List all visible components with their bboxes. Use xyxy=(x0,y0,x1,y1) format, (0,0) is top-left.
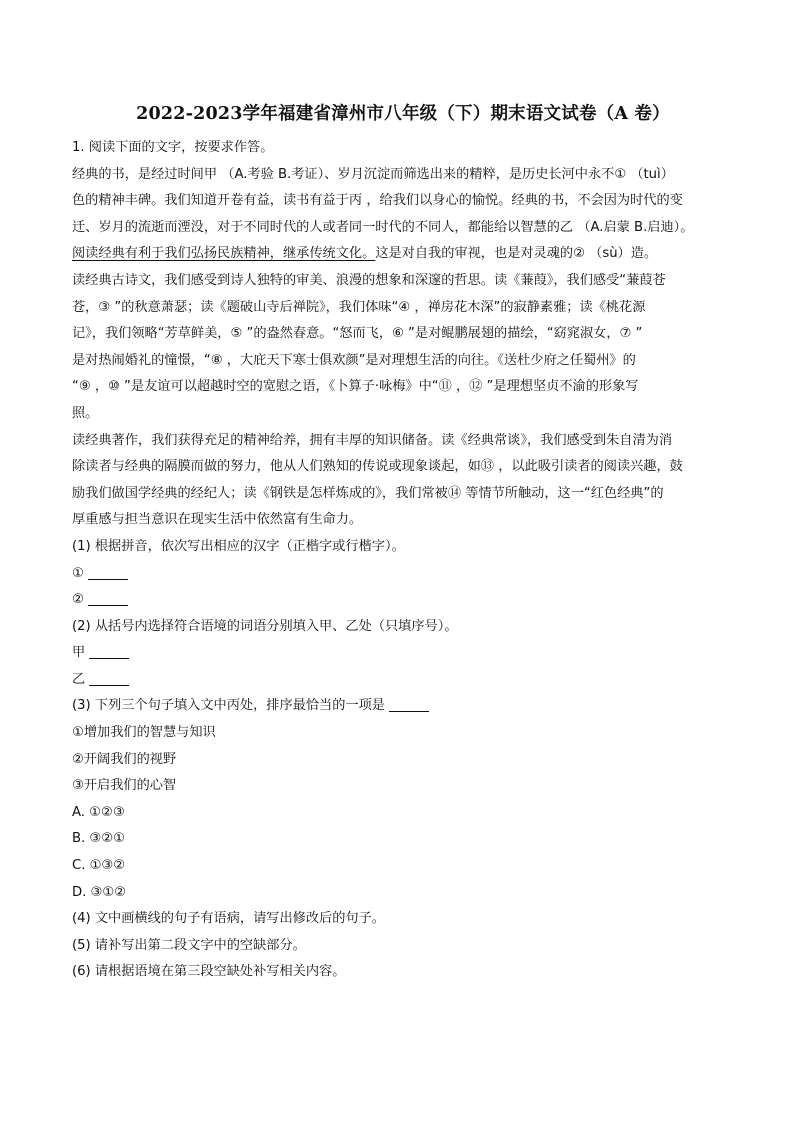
passage-line: 迁、岁月的流逝而湮没，对于不同时代的人或者同一时代的不同人，都能给以智慧的乙 （A.启蒙 B.启迪）。 xyxy=(72,219,694,235)
passage-line: 色的精神丰碑。我们知道开卷有益，读书有益于丙 ，给我们以身心的愉悦。经典的书，不会因为时代的变 xyxy=(72,193,683,209)
answer-row xyxy=(72,667,734,694)
subquestion-5-prompt: (5) 请补写出第二段文字中的空缺部分。 xyxy=(72,937,306,953)
answer-label: ② xyxy=(72,592,84,608)
subquestion-2-prompt: (2) 从括号内选择符合语境的词语分别填入甲、乙处（只填序号）。 xyxy=(72,618,458,634)
passage-line: 是对热闹婚礼的憧憬，“⑧ ，大庇天下寒士俱欢颜”是对理想生活的向往。《送杜少府之任蜀州》的 xyxy=(72,352,636,368)
answer-label: 乙 xyxy=(72,671,86,687)
sentence-option: ①增加我们的智慧与知识 xyxy=(72,725,216,741)
subquestion-4-prompt: (4) 文中画横线的句子有语病，请写出修改后的句子。 xyxy=(72,911,385,927)
choice-a[interactable]: A. ①②③ xyxy=(72,804,125,820)
passage-line: “⑨ ，⑩ ”是友谊可以超越时空的宽慰之语，《卜算子·咏梅》中“⑪ ，⑫ ”是理想坚贞不渝的形象写 xyxy=(72,379,639,395)
passage-line: 厚重感与担当意识在现实生活中依然富有生命力。 xyxy=(72,512,363,528)
answer-blank[interactable] xyxy=(89,671,129,686)
question-stem: 1. 阅读下面的文字，按要求作答。 xyxy=(72,140,274,155)
answer-row xyxy=(72,561,734,588)
answer-row xyxy=(72,640,734,667)
answer-blank[interactable] xyxy=(88,565,128,580)
passage-line: 读经典古诗文，我们感受到诗人独特的审美、浪漫的想象和深邃的哲思。读《蒹葭》，我们感受“蒹葭苍 xyxy=(72,272,666,288)
choice-c[interactable]: C. ①③② xyxy=(72,858,126,874)
choice-b[interactable]: B. ③②① xyxy=(72,831,125,847)
subquestion-3-prompt: (3) 下列三个句子填入文中丙处，排序最恰当的一项是 xyxy=(72,693,734,720)
passage-line-rest: 这是对自我的审视，也是对灵魂的② （sù）造。 xyxy=(375,246,658,262)
answer-blank[interactable] xyxy=(389,697,429,712)
subquestion-6-prompt: (6) 请根据语境在第三段空缺处补写相关内容。 xyxy=(72,964,346,980)
answer-row xyxy=(72,587,734,614)
exam-title: 2022-2023学年福建省漳州市八年级（下）期末语文试卷（A 卷） xyxy=(136,104,670,124)
passage-line: 除读者与经典的隔膜而做的努力，他从人们熟知的传说或现象谈起，如⑬ ，以此吸引读者的阅读兴趣，鼓 xyxy=(72,459,683,475)
choice-d[interactable]: D. ③①② xyxy=(72,884,127,900)
sentence-option: ③开启我们的心智 xyxy=(72,778,177,794)
subquestion-1-prompt: (1) 根据拼音，依次写出相应的汉字（正楷字或行楷字）。 xyxy=(72,538,405,554)
answer-blank[interactable] xyxy=(89,644,129,659)
underlined-sentence: 阅读经典有利于我们弘扬民族精神，继承传统文化。 xyxy=(72,246,376,262)
passage-line: 励我们做国学经典的经纪人；读《钢铁是怎样炼成的》，我们常被⑭ 等情节所触动，这一“红色经典”的 xyxy=(72,485,664,501)
answer-blank[interactable] xyxy=(88,591,128,606)
passage-line: 苍，③ ”的秋意萧瑟；读《题破山寺后禅院》，我们体味“④ ，禅房花木深”的寂静素雅；读《桃花源 xyxy=(72,299,646,315)
passage-line: 读经典著作，我们获得充足的精神给养，拥有丰厚的知识储备。读《经典常谈》，我们感受到朱自清为消 xyxy=(72,432,673,448)
answer-label: ① xyxy=(72,565,84,581)
answer-label: 甲 xyxy=(72,645,86,661)
passage-line: 照。 xyxy=(72,405,99,421)
passage-line: 经典的书，是经过时间甲 （A.考验 B.考证）、岁月沉淀而筛选出来的精粹，是历史长河中永不① （tuì） xyxy=(72,166,674,182)
passage-line xyxy=(72,241,734,268)
sentence-option: ②开阔我们的视野 xyxy=(72,751,177,767)
passage-line: 记》，我们领略“芳草鲜美，⑤ ”的盎然春意。“怒而飞，⑥ ”是对鲲鹏展翅的描绘，“窈窕淑女，⑦ ” xyxy=(72,326,643,342)
